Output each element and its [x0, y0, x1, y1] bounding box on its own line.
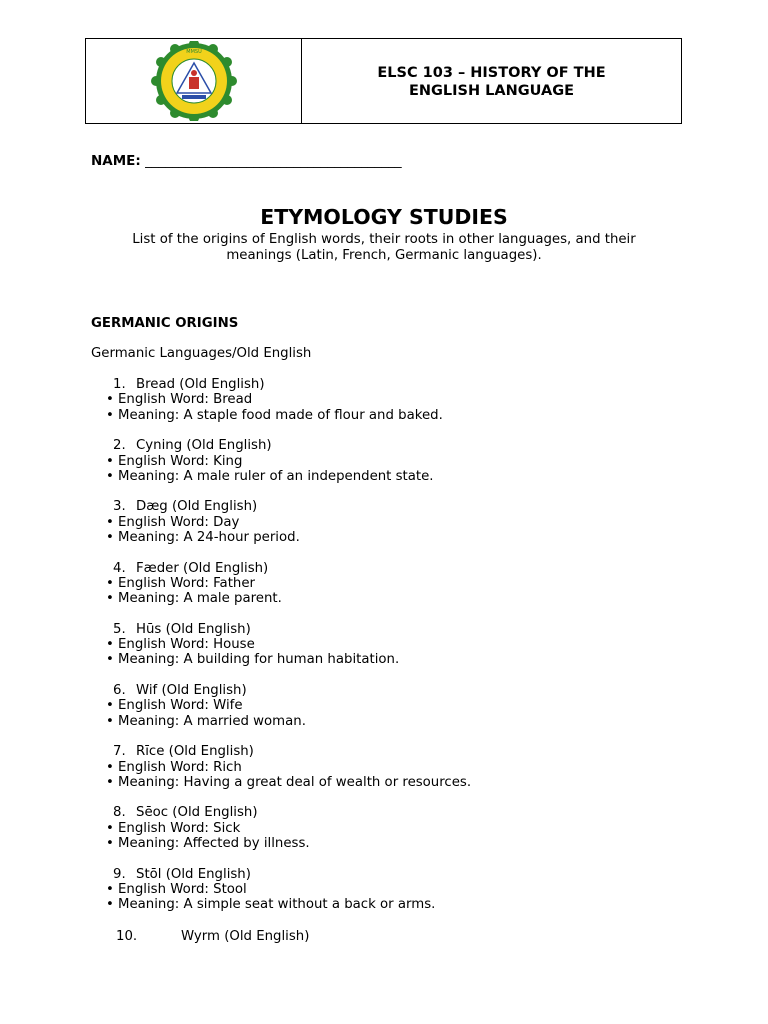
list-item — [0, 683, 768, 744]
bullet: • — [106, 759, 114, 775]
bullet: • — [106, 637, 114, 653]
school-seal-logo — [151, 41, 237, 121]
entry-word: Bread (Old English) — [136, 377, 265, 392]
bullet: • — [106, 774, 114, 790]
bullet: • — [106, 392, 114, 408]
bullet: • — [106, 897, 114, 913]
entry-english-word: English Word: House — [118, 637, 255, 653]
name-field — [91, 153, 402, 169]
entry-meaning: Meaning: A male parent. — [118, 591, 282, 607]
list-item — [0, 805, 768, 866]
list-item — [0, 377, 768, 438]
course-title-cell — [302, 39, 681, 123]
list-item — [116, 929, 309, 944]
subtitle-line1: List of the origins of English words, their roots in other languages, and their — [132, 232, 636, 247]
entry-meaning: Meaning: A building for human habitation. — [118, 652, 400, 668]
list-item — [0, 561, 768, 622]
entry-word: Hūs (Old English) — [136, 621, 251, 637]
entry-number: 1. — [113, 377, 126, 392]
entry-english-word: English Word: Sick — [118, 820, 241, 836]
entry-word: Sēoc (Old English) — [136, 805, 258, 821]
course-title-line1: ELSC 103 – HISTORY OF THE — [377, 65, 606, 81]
entry-english-word: English Word: King — [118, 453, 243, 469]
entry-english-word: English Word: Father — [118, 575, 255, 591]
header-table — [85, 38, 682, 124]
entry-english-word: English Word: Bread — [118, 392, 253, 408]
entry-meaning: Meaning: Affected by illness. — [118, 835, 310, 851]
entry-word: Stōl (Old English) — [136, 866, 251, 882]
entry-meaning: Meaning: A married woman. — [118, 713, 306, 729]
bullet: • — [106, 453, 114, 469]
entry-english-word: English Word: Day — [118, 514, 240, 530]
section-heading: GERMANIC ORIGINS — [91, 316, 239, 331]
entry-word: Rīce (Old English) — [136, 744, 254, 760]
entry-word: Wif (Old English) — [136, 682, 247, 698]
bullet: • — [106, 881, 114, 897]
bullet: • — [106, 468, 114, 484]
bullet: • — [106, 835, 114, 851]
bullet: • — [106, 514, 114, 530]
entry-meaning: Meaning: A staple food made of flour and baked. — [118, 407, 443, 423]
bullet: • — [106, 575, 114, 591]
entry-meaning: Meaning: A male ruler of an independent state. — [118, 468, 434, 484]
logo-cell — [86, 39, 302, 123]
bullet: • — [106, 407, 114, 423]
entry-list — [0, 377, 768, 928]
entry-number: 6. — [113, 682, 126, 698]
list-item — [0, 622, 768, 683]
bullet: • — [106, 529, 114, 545]
course-title-line2: ENGLISH LANGUAGE — [408, 83, 575, 99]
list-item — [0, 499, 768, 560]
name-blank: ______________________________________ — [140, 153, 402, 169]
section-subheading: Germanic Languages/Old English — [91, 346, 312, 361]
entry-number: 10. — [116, 929, 138, 944]
entry-meaning: Meaning: A simple seat without a back or arms. — [118, 897, 436, 913]
entry-meaning: Meaning: A 24-hour period. — [118, 529, 300, 545]
bullet: • — [106, 698, 114, 714]
bullet: • — [106, 820, 114, 836]
entry-number: 9. — [113, 866, 126, 882]
entry-english-word: English Word: Stool — [118, 881, 247, 897]
list-item — [0, 438, 768, 499]
entry-word: Fæder (Old English) — [136, 560, 269, 576]
svg-text:MMSU: MMSU — [185, 49, 202, 55]
entry-number: 4. — [113, 560, 126, 576]
list-item — [0, 867, 768, 928]
entry-word: Dæg (Old English) — [136, 499, 258, 515]
bullet: • — [106, 591, 114, 607]
entry-number: 8. — [113, 805, 126, 821]
name-label: NAME: — [91, 153, 141, 169]
page-subtitle — [90, 232, 678, 263]
subtitle-line2: meanings (Latin, French, Germanic languages). — [226, 247, 542, 263]
list-item — [0, 744, 768, 805]
entry-word: Cyning (Old English) — [136, 438, 272, 454]
bullet: • — [106, 713, 114, 729]
entry-english-word: English Word: Wife — [118, 698, 243, 714]
entry-number: 2. — [113, 438, 126, 454]
entry-word: Wyrm (Old English) — [181, 929, 310, 944]
page-title: ETYMOLOGY STUDIES — [260, 205, 508, 229]
entry-meaning: Meaning: Having a great deal of wealth or resources. — [118, 774, 472, 790]
entry-number: 5. — [113, 621, 126, 637]
entry-english-word: English Word: Rich — [118, 759, 242, 775]
entry-number: 7. — [113, 744, 126, 760]
entry-number: 3. — [113, 499, 126, 515]
bullet: • — [106, 652, 114, 668]
